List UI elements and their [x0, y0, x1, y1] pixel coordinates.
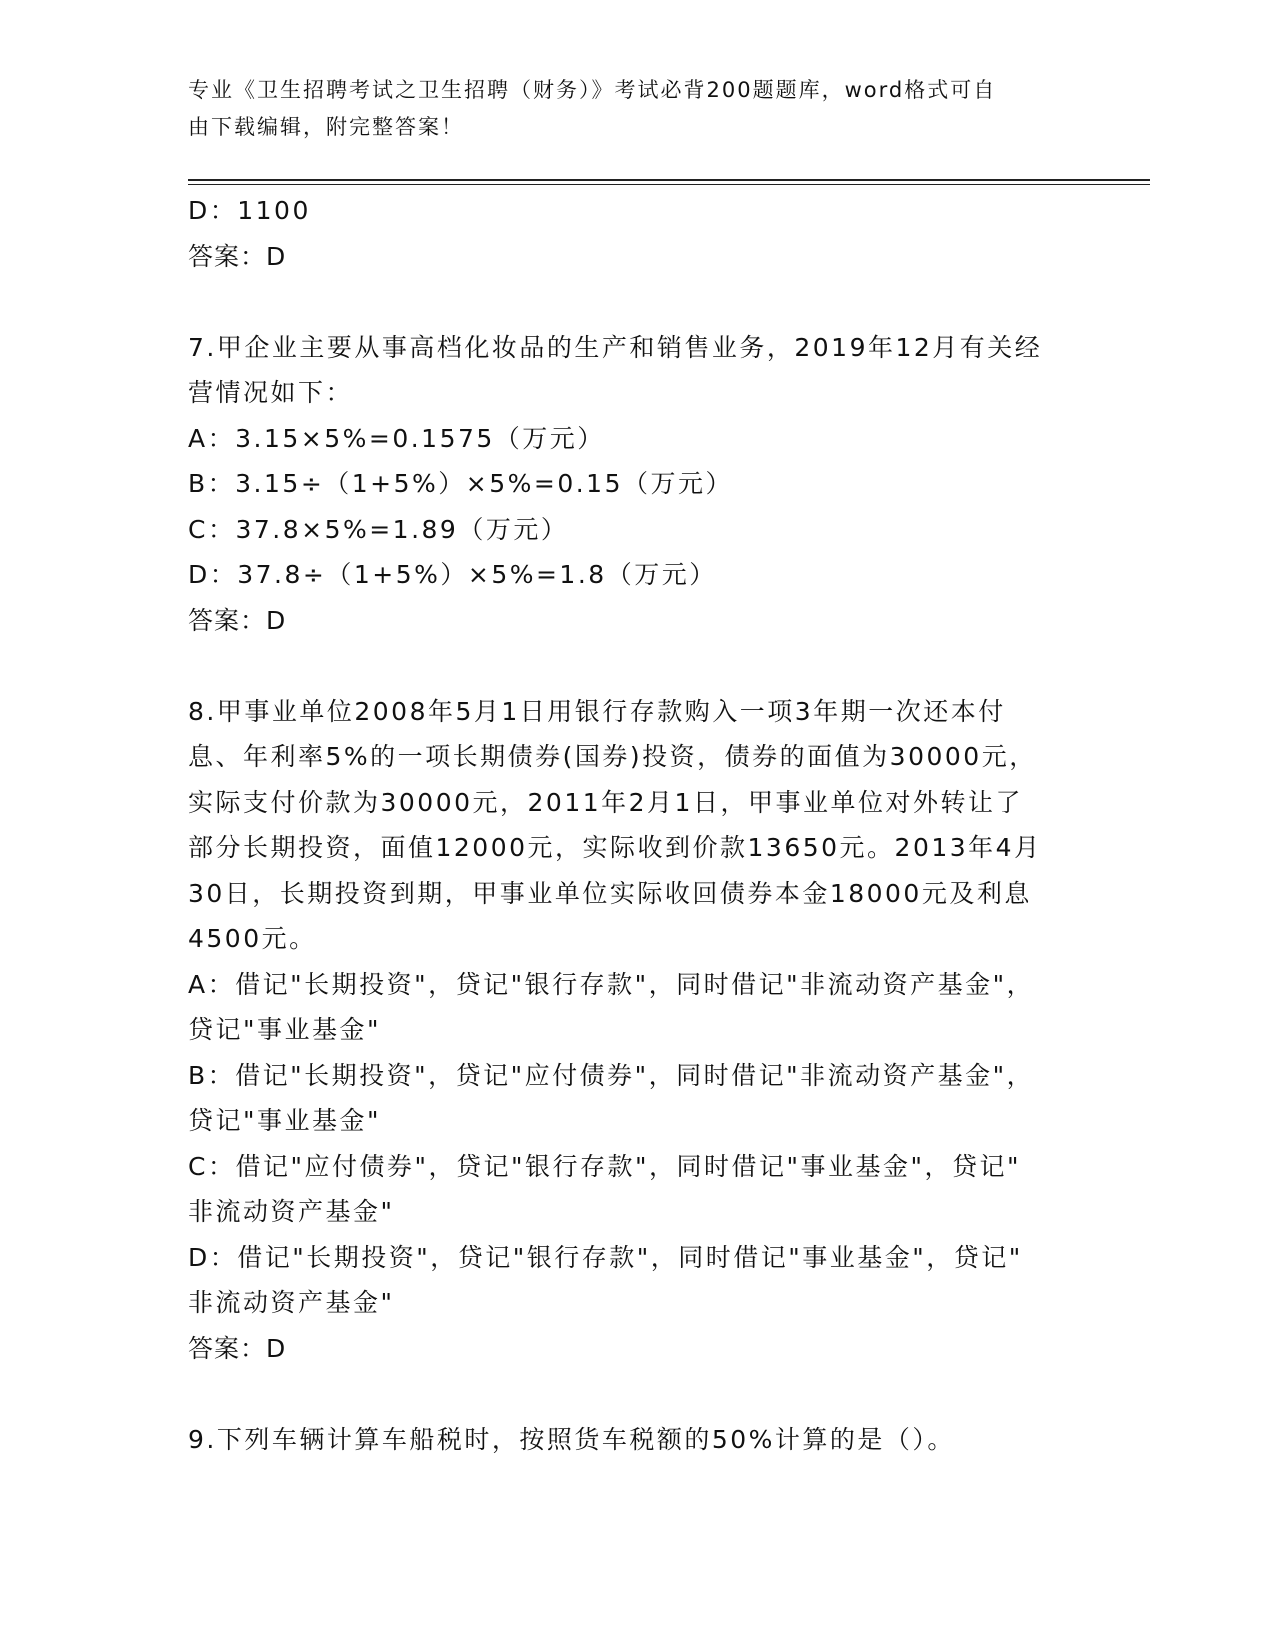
q9-stem-line: 9.下列车辆计算车船税时，按照货车税额的50%计算的是（）。	[188, 1424, 955, 1454]
q6-option-d: D：1100	[188, 196, 311, 225]
question-8	[188, 689, 1088, 1372]
header-line-1: 专业《卫生招聘考试之卫生招聘（财务）》考试必背200题题库，word格式可自	[188, 78, 997, 102]
q7-option-d: D：37.8÷（1+5%）×5%=1.8（万元）	[188, 560, 717, 589]
q7-option-c: C：37.8×5%=1.89（万元）	[188, 514, 569, 544]
document-header	[188, 72, 1068, 146]
q8-option-a: A：借记"长期投资"，贷记"银行存款"，同时借记"非流动资产基金"，	[188, 969, 1035, 999]
question-9	[188, 1417, 1088, 1463]
q8-option-c: C：借记"应付债券"，贷记"银行存款"，同时借记"事业基金"，贷记"	[188, 1151, 1021, 1181]
question-content	[188, 188, 1088, 1462]
q8-answer: 答案：D	[188, 1333, 287, 1363]
question-7	[188, 325, 1088, 644]
q7-answer: 答案：D	[188, 605, 287, 635]
header-rule-thin	[188, 184, 1150, 185]
q8-option-a-cont: 贷记"事业基金"	[188, 1015, 381, 1044]
spacer	[188, 279, 1088, 325]
q8-option-c-cont: 非流动资产基金"	[188, 1197, 395, 1226]
spacer	[188, 1371, 1088, 1417]
q7-option-b: B：3.15÷（1+5%）×5%=0.15（万元）	[188, 469, 733, 498]
q7-option-a: A：3.15×5%=0.1575（万元）	[188, 423, 605, 453]
q7-stem-line: 营情况如下：	[188, 378, 354, 407]
q6-answer: 答案：D	[188, 241, 287, 271]
q8-stem-line: 息、年利率5%的一项长期债券(国券)投资，债券的面值为30000元，	[188, 742, 1037, 771]
q8-option-b-cont: 贷记"事业基金"	[188, 1106, 381, 1135]
header-rule-thick	[188, 179, 1150, 181]
q8-stem-line: 部分长期投资，面值12000元，实际收到价款13650元。2013年4月	[188, 833, 1042, 862]
header-line-2: 由下载编辑，附完整答案！	[188, 115, 464, 139]
q8-stem-line: 4500元。	[188, 924, 317, 953]
q8-stem-line: 实际支付价款为30000元，2011年2月1日，甲事业单位对外转让了	[188, 787, 1023, 817]
q7-stem-line: 7.甲企业主要从事高档化妆品的生产和销售业务，2019年12月有关经	[188, 332, 1043, 362]
q8-stem-line: 8.甲事业单位2008年5月1日用银行存款购入一项3年期一次还本付	[188, 696, 1006, 726]
q8-option-d-cont: 非流动资产基金"	[188, 1288, 395, 1317]
q8-stem-line: 30日，长期投资到期，甲事业单位实际收回债券本金18000元及利息	[188, 878, 1032, 908]
q8-option-d: D：借记"长期投资"，贷记"银行存款"，同时借记"事业基金"，贷记"	[188, 1242, 1023, 1272]
q8-option-b: B：借记"长期投资"，贷记"应付债券"，同时借记"非流动资产基金"，	[188, 1060, 1035, 1090]
spacer	[188, 643, 1088, 689]
